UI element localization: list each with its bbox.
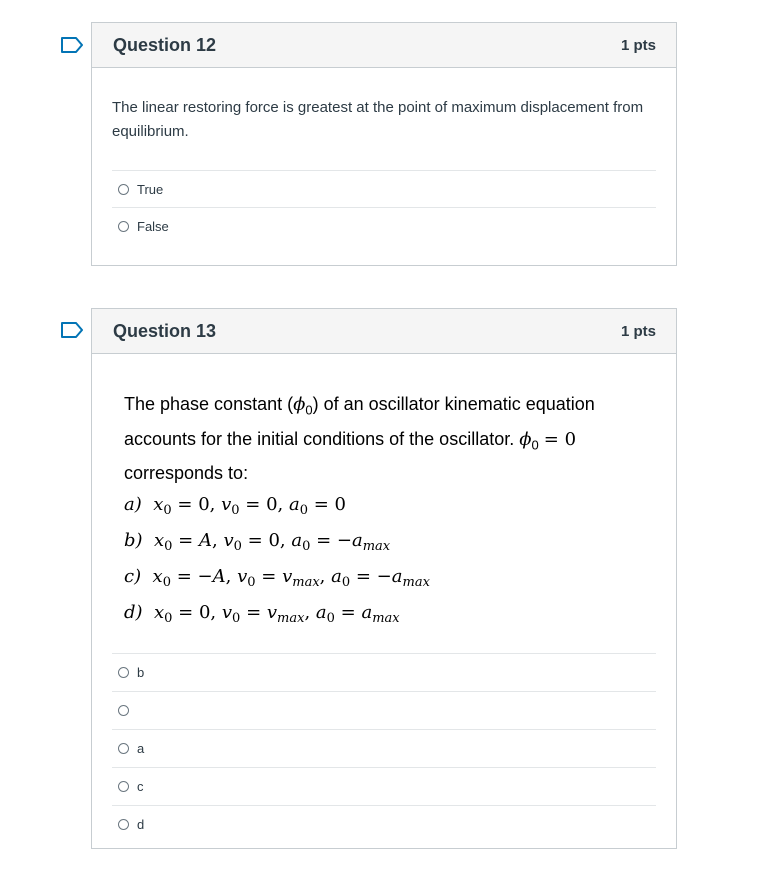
flag-question-12-icon[interactable]	[61, 37, 83, 53]
radio-button[interactable]	[118, 184, 129, 195]
question-12-points: 1 pts	[620, 36, 656, 54]
radio-button[interactable]	[118, 667, 129, 678]
option-letter: b)	[124, 530, 143, 552]
question-12-card	[91, 22, 677, 266]
intro-text: corresponds to:	[124, 463, 249, 484]
question-13-points: 1 pts	[620, 322, 656, 340]
radio-button[interactable]	[118, 221, 129, 232]
phi-symbol: ϕ	[293, 394, 306, 415]
question-13-card	[91, 308, 677, 849]
phi-subscript: 0	[531, 437, 539, 453]
intro-text: ) of an oscillator kinematic equation accounts for the initial conditions of the oscillator.	[124, 394, 595, 449]
answer-option[interactable]	[112, 691, 656, 729]
phi-symbol: ϕ	[519, 428, 532, 450]
question-12-header	[92, 23, 676, 68]
phi-equals: = 0	[543, 428, 577, 450]
option-c-equation: c) $x_0 = -A$, $v_0 = v_{max}$, $a_0 = -a_{max}$	[124, 566, 430, 591]
answer-option[interactable]	[112, 653, 656, 691]
option-letter: a)	[124, 494, 142, 516]
radio-button[interactable]	[118, 743, 129, 754]
answer-option[interactable]	[112, 729, 656, 767]
option-b-equation: b) $x_0 = A$, $v_0 = 0$, $a_0 = -a_{max}$	[124, 530, 391, 555]
answer-option[interactable]	[112, 805, 656, 843]
question-13-intro	[124, 390, 656, 487]
question-12-text: The linear restoring force is greatest at the point of maximum displacement from equilibrium.	[112, 99, 644, 140]
question-13-header	[92, 309, 676, 354]
answer-option[interactable]	[112, 207, 656, 244]
radio-button[interactable]	[118, 705, 129, 716]
option-letter: d)	[124, 602, 143, 624]
answer-label: d	[137, 817, 145, 833]
question-12-answers	[112, 170, 656, 244]
option-letter: c)	[124, 566, 142, 588]
answer-label: c	[137, 779, 144, 795]
option-d-equation: d) $x_0 = 0$, $v_0 = v_{max}$, $a_0 = a_{max}$	[124, 602, 400, 627]
flag-question-13-icon[interactable]	[61, 322, 83, 338]
intro-text: The phase constant (	[124, 394, 294, 414]
answer-label: a	[137, 741, 145, 757]
question-13-answers	[112, 653, 656, 843]
radio-button[interactable]	[118, 819, 129, 830]
answer-option[interactable]	[112, 767, 656, 805]
question-12-title: Question 12	[113, 34, 217, 55]
answer-label: b	[137, 665, 145, 681]
option-a-equation: a) $x_0 = 0$, $v_0 = 0$, $a_0 = 0$	[124, 494, 346, 519]
answer-label: False	[137, 218, 169, 234]
answer-option[interactable]	[112, 170, 656, 207]
question-13-body	[92, 354, 676, 653]
question-13-title: Question 13	[113, 320, 217, 341]
answer-label: True	[137, 181, 164, 197]
phi-subscript: 0	[305, 402, 313, 418]
radio-button[interactable]	[118, 781, 129, 792]
